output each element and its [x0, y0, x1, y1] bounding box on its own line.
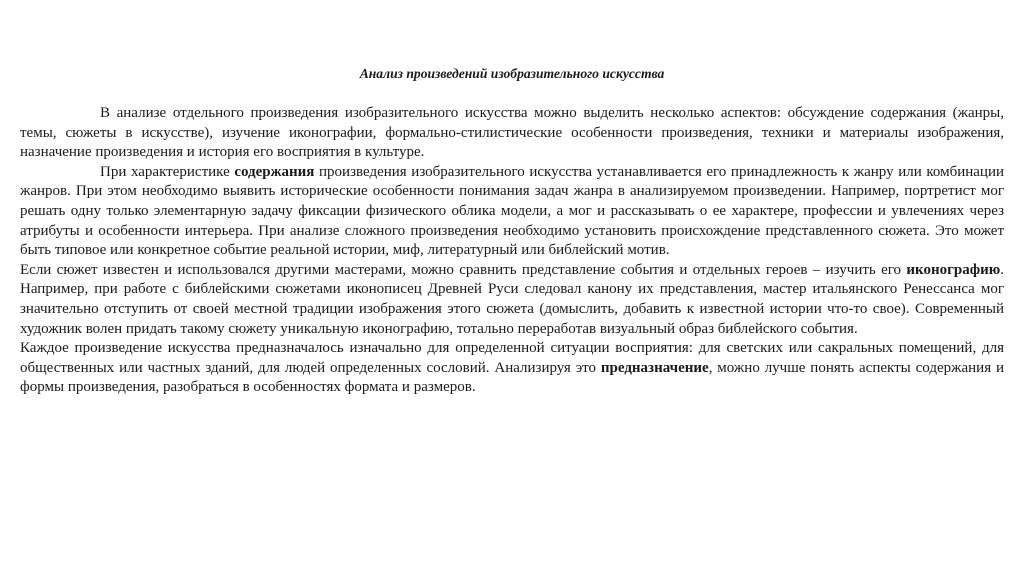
document-page	[20, 66, 1004, 398]
paragraph-purpose	[20, 339, 1004, 398]
paragraph-content	[20, 163, 1004, 261]
paragraph-iconography	[20, 261, 1004, 339]
term-iconography: иконографию	[906, 261, 1001, 278]
paragraph-content-text-end: произведения изобразительного искусства устанавливается его принадлежность к жанру или комбинации жанров. При этом необходимо выявить исторические особенности понимания задач жанра в анализируемом произведении. Например, портретист мог решать одну только элементарную задачу фиксации физического облика модели, а мог и рассказывать о ее характере, профессии и увлечениях через атрибуты и особенности интерьера. При анализе сложного произведения необходимо установить происхождение представленного сюжета. Это может быть типовое или конкретное событие реальной истории, миф, литературный или библейский мотив.	[20, 163, 1004, 259]
term-content: содержания	[234, 163, 315, 180]
paragraph-purpose-text-end: , можно лучше понять аспекты содержания и формы произведения, разобраться в особенностях формата и размеров.	[20, 359, 1004, 396]
paragraph-purpose-text-start: Каждое произведение искусства предназначалось изначально для определенной ситуации восприятия: для светских или сакральных помещений, для общественных или частных зданий, для людей определенных сословий. Анализируя это	[20, 340, 1004, 376]
document-title: Анализ произведений изобразительного искусства	[359, 66, 665, 81]
paragraph-iconography-text-end: . Например, при работе с библейскими сюжетами иконописец Древней Руси следовал канону их представления, мастер итальянского Ренессанса мог значительно отступить от своей местной традиции изображения этого сюжета (домыслить, добавить к известной истории что-то свое). Современный художник волен придать такому сюжету уникальную иконографию, тотально переработав визуальный образ библейского события.	[20, 261, 1004, 337]
paragraph-aspects	[20, 104, 1004, 163]
term-purpose: предназначение	[600, 359, 709, 376]
paragraph-aspects-text: В анализе отдельного произведения изобразительного искусства можно выделить несколько аспектов: обсуждение содержания (жанры, темы, сюжеты в искусстве), изучение иконографии, формально-стилистические особенности произведения, техники и материалы изображения, назначение произведения и история его восприятия в культуре.	[20, 105, 1004, 161]
paragraph-iconography-text-start: Если сюжет известен и использовался другими мастерами, можно сравнить представление события и отдельных героев – изучить его	[20, 261, 907, 278]
paragraph-content-text-start: При характеристике	[100, 163, 235, 180]
